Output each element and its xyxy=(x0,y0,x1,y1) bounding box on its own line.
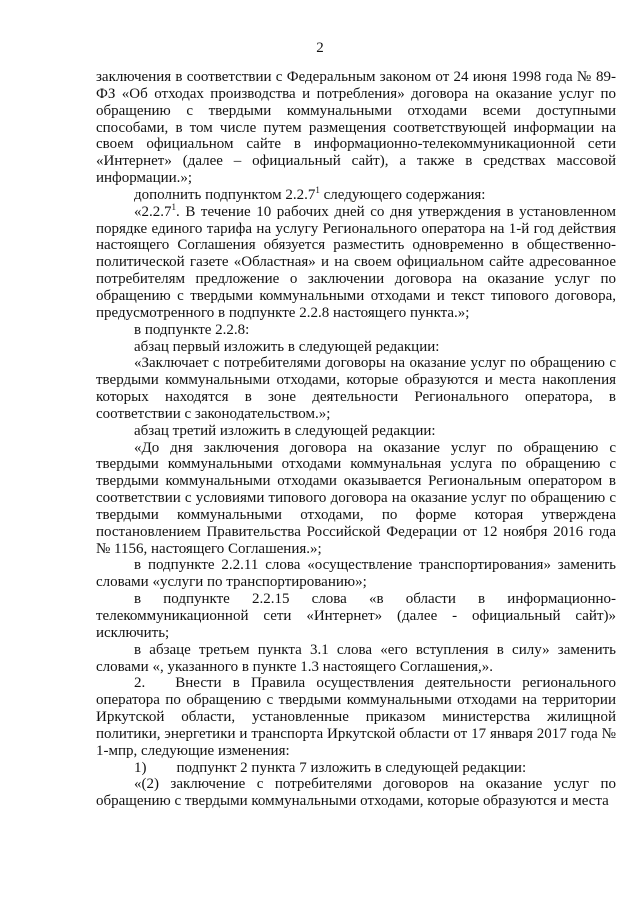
paragraph-law-reference: заключения в соответствии с Федеральным законом от 24 июня 1998 года № 89-ФЗ «Об отходах производства и потребления» договора на оказание услуг по обращению с твердыми коммунальными отходами всеми доступными способами, в том числе путем размещения соответствующей информации на своем официальном сайте в информационно-телекоммуникационной сети «Интернет» (далее – официальный сайт), а также в средствах массовой информации.»; xyxy=(96,69,616,187)
paragraph-subclause-2-2-15: в подпункте 2.2.15 слова «в области в информационно-телекоммуникационной сети «Интернет» (далее - официальный сайт)» исключить; xyxy=(96,591,616,641)
paragraph-clause-3-1: в абзаце третьем пункта 3.1 слова «его вступления в силу» заменить словами «, указанного в пункте 1.3 настоящего Соглашения,». xyxy=(96,641,616,675)
paragraph-item-2-rules: 2. Внести в Правила осуществления деятельности регионального оператора по обращению с твердыми коммунальными отходами на территории Иркутской области, установленные приказом министерства жилищной политики, энергетики и транспорта Иркутской области от 17 января 2017 года № 1-мпр, следующие изменения: xyxy=(96,675,616,759)
document-body xyxy=(96,69,616,810)
paragraph-subitem-1: 1) подпункт 2 пункта 7 изложить в следующей редакции: xyxy=(134,759,527,776)
paragraph-add-subclause: дополнить подпунктом 2.2.7$^1$ следующего содержания: xyxy=(134,184,486,203)
superscript: 1 xyxy=(171,201,176,212)
paragraph-subitem-quote: «(2) заключение с потребителями договоров на оказание услуг по обращению с твердыми коммунальными отходами, которые образуются и места xyxy=(96,776,616,810)
page-number: 2 xyxy=(316,40,324,56)
paragraph-third-abzac: абзац третий изложить в следующей редакции: xyxy=(134,422,436,439)
paragraph-first-abzac: абзац первый изложить в следующей редакции: xyxy=(134,338,440,355)
superscript: 1 xyxy=(315,184,320,195)
paragraph-subclause-2-2-11: в подпункте 2.2.11 слова «осуществление транспортирования» заменить словами «услуги по транспортированию»; xyxy=(96,557,616,591)
paragraph-subclause-2-2-8: в подпункте 2.2.8: xyxy=(134,321,250,338)
paragraph-clause-2-2-7-1: «2.2.7$^1$. В течение 10 рабочих дней со дня утверждения в установленном порядке единого тарифа на услугу Регионального оператора на 1-й год действия настоящего Соглашения обязуется разместить одновременно в общественно-политической газете «Областная» и на своем официальном сайте адресованное потребителям предложение о заключении договора на оказание услуг по обращению с твердыми коммунальными отходами и текст типового договора, предусмотренного в подпункте 2.2.8 настоящего пункта.»; xyxy=(96,201,616,321)
paragraph-concludes-contracts: «Заключает с потребителями договоры на оказание услуг по обращению с твердыми коммунальными отходами, которые образуются и места накопления которых находятся в зоне деятельности Регионального оператора, в соответствии с законодательством.»; xyxy=(96,355,616,422)
paragraph-until-contract: «До дня заключения договора на оказание услуг по обращению с твердыми коммунальными отходами коммунальная услуга по обращению с твердыми коммунальными отходами оказывается Региональным оператором в соответствии с условиями типового договора на оказание услуг по обращению с твердыми коммунальными отходами, по форме которая утверждена постановлением Правительства Российской Федерации от 12 ноября 2016 года № 1156, настоящего Соглашения.»; xyxy=(96,439,616,557)
